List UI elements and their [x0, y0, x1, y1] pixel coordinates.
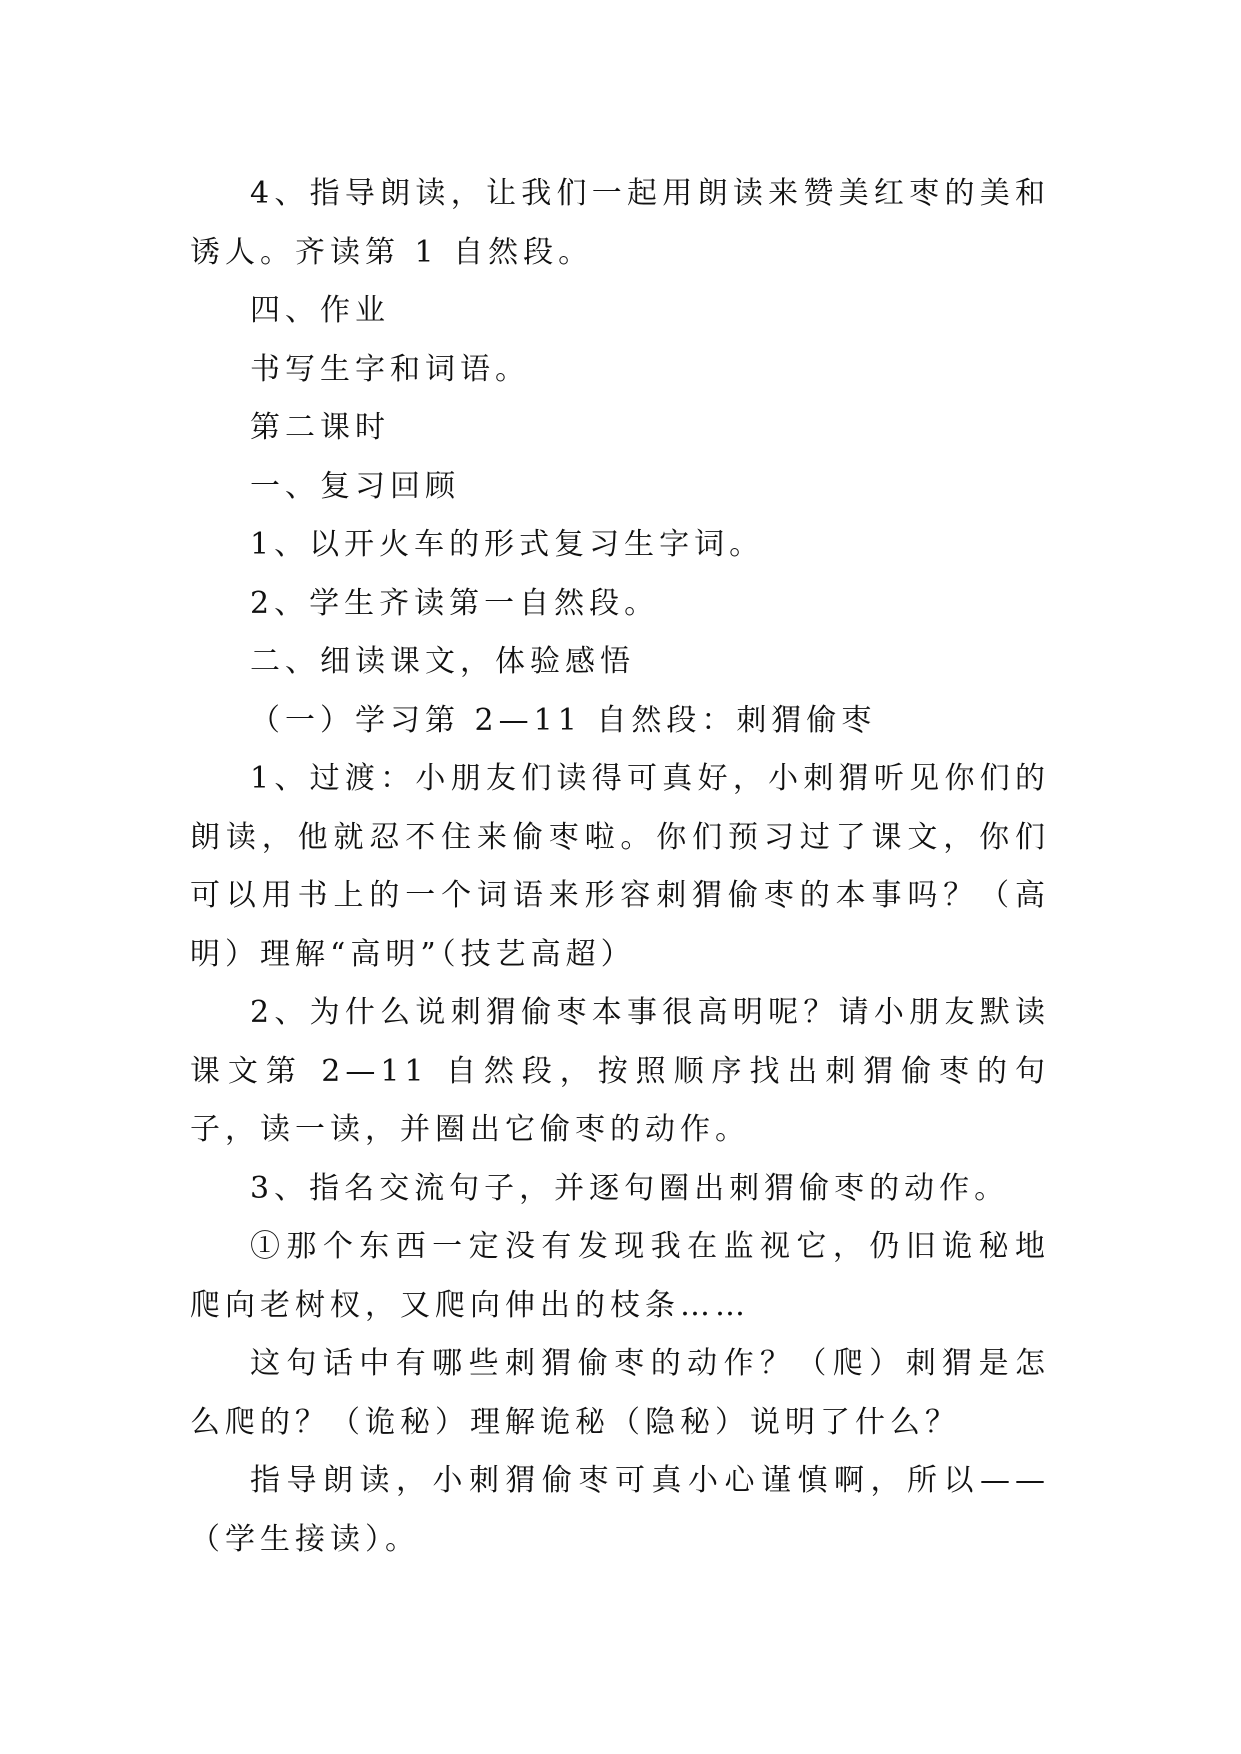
paragraph-question: 这句话中有哪些刺猬偷枣的动作？（爬）刺猬是怎么爬的？（诡秘）理解诡秘（隐秘）说明了什么？ [190, 1346, 1050, 1440]
paragraph-homework-task: 书写生字和词语。 [250, 351, 530, 387]
subheading-study-section: （一）学习第 2—11 自然段：刺猬偷枣 [250, 702, 877, 738]
paragraph-transition: 1、过渡：小朋友们读得可真好，小刺猬听见你们的朗读，他就忍不住来偷枣啦。你们预习过了课文，你们可以用书上的一个词语来形容刺猬偷枣的本事吗？（高明）理解“高明”（技艺高超） [190, 761, 1050, 972]
paragraph-reading-guidance: 4、指导朗读，让我们一起用朗读来赞美红枣的美和诱人。齐读第 1 自然段。 [190, 176, 1050, 270]
heading-close-reading: 二、细读课文，体验感悟 [250, 644, 635, 679]
heading-review: 一、复习回顾 [250, 468, 460, 504]
paragraph-silent-reading: 2、为什么说刺猬偷枣本事很高明呢？请小朋友默读课文第 2—11 自然段，按照顺序找出刺猬偷枣的句子，读一读，并圈出它偷枣的动作。 [190, 995, 1050, 1147]
paragraph-review-1: 1、以开火车的形式复习生字词。 [250, 527, 765, 562]
document-page [190, 165, 1050, 1569]
paragraph-reading-instruction: 指导朗读，小刺猬偷枣可真小心谨慎啊，所以——（学生接读）。 [190, 1463, 1050, 1557]
heading-homework: 四、作业 [250, 293, 390, 328]
paragraph-quote-1: ①那个东西一定没有发现我在监视它，仍旧诡秘地爬向老树杈，又爬向伸出的枝条…… [190, 1229, 1050, 1323]
paragraph-review-2: 2、学生齐读第一自然段。 [250, 585, 660, 621]
heading-second-lesson: 第二课时 [250, 410, 390, 445]
paragraph-sentence-exchange: 3、指名交流句子，并逐句圈出刺猬偷枣的动作。 [250, 1170, 1010, 1206]
